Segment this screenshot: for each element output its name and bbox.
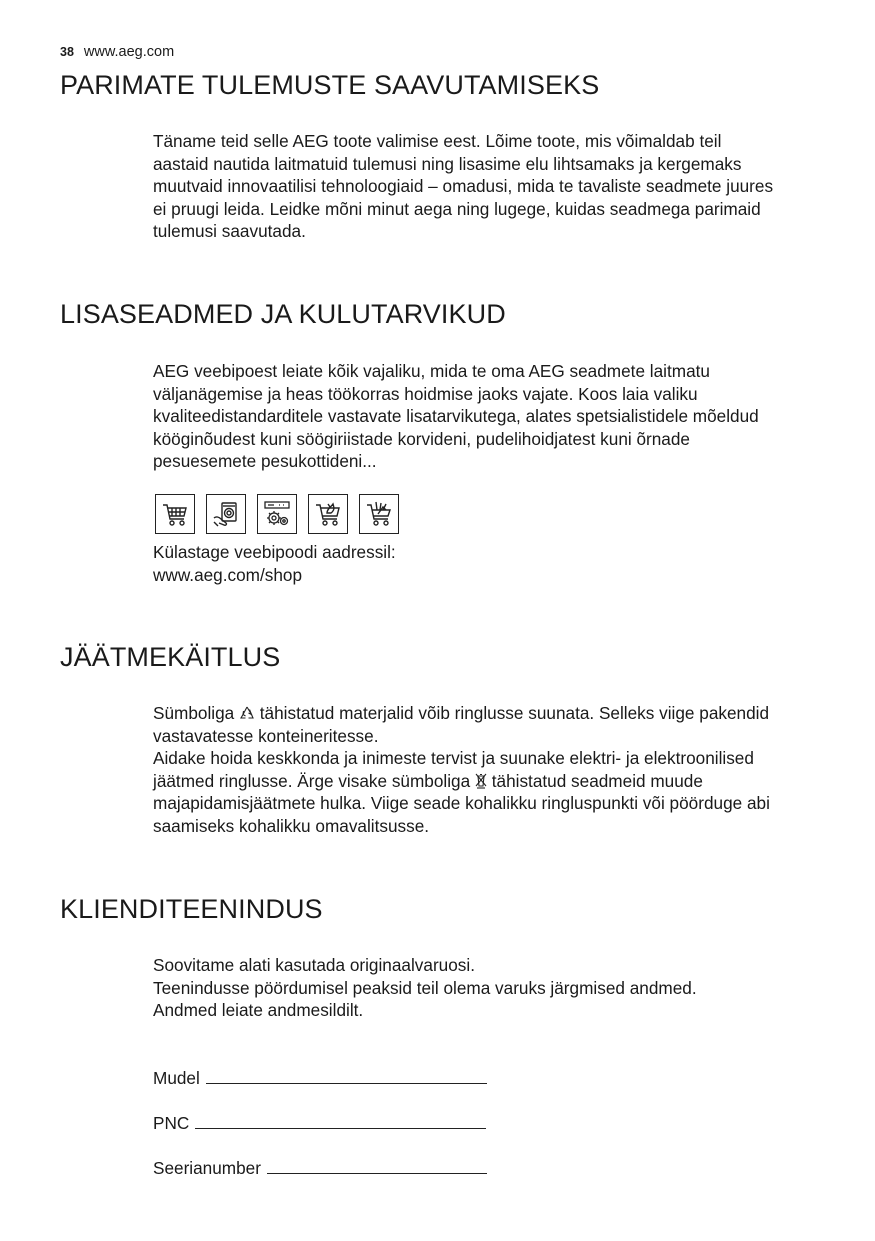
text-line: Teenindusse pöördumisel peaksid teil olema varuks järgmised andmed. — [153, 977, 697, 998]
model-blank-line — [206, 1067, 487, 1084]
serial-number-blank-line — [267, 1157, 487, 1174]
text-line: saamiseks kohalikku omavalitsusse. — [153, 815, 430, 836]
section-text-disposal — [153, 702, 843, 838]
section-title-best-results: PARIMATE TULEMUSTE SAAVUTAMISEKS — [60, 70, 600, 100]
page-header — [60, 44, 174, 60]
section-title-disposal: JÄÄTMEKÄITLUS — [60, 642, 281, 672]
model-label: Mudel — [153, 1068, 200, 1088]
text-line: Täname teid selle AEG toote valimise eest. Lõime toote, mis võimaldab teil — [153, 131, 722, 151]
serial-number-label: Seerianumber — [153, 1158, 261, 1178]
text-fragment: tähistatud seadmeid muude — [491, 770, 703, 791]
pnc-label: PNC — [153, 1113, 190, 1133]
text-line: AEG veebipoest leiate kõik vajaliku, mida te oma AEG seadmete laitmatu — [153, 361, 710, 381]
text-line: kööginõudest kuni söögiriistade korvideni, pudelihoidjatest kuni õrnade — [153, 428, 690, 449]
text-fragment: jäätmed ringlusse. Ärge visake sümboliga — [153, 770, 471, 791]
pnc-blank-line — [195, 1112, 486, 1129]
shop-visit-text: Külastage veebipoodi aadressil: — [153, 542, 396, 562]
appliance-settings-icon — [257, 494, 297, 534]
serial-number-field — [153, 1157, 487, 1179]
header-url: www.aeg.com — [83, 44, 175, 60]
cart-accessories-icon — [308, 494, 348, 534]
text-line: majapidamisjäätmete hulka. Viige seade kohalikku ringluspunkti või pöörduge abi — [153, 793, 770, 814]
section-text-best-results — [153, 130, 843, 243]
text-line: Soovitame alati kasutada originaalvaruosi. — [153, 955, 475, 975]
washing-machine-icon — [206, 494, 246, 534]
shop-info — [153, 541, 843, 586]
section-text-accessories — [153, 360, 843, 473]
page-number: 38 — [60, 45, 74, 59]
pnc-field — [153, 1112, 486, 1134]
text-line — [153, 770, 843, 793]
text-line: Andmed leiate andmesildilt. — [153, 1000, 364, 1021]
text-line: muutvaid innovaatilisi tehnoloogiaid – omadusi, mida te tavaliste seadmete juures — [153, 176, 774, 197]
model-field — [153, 1067, 487, 1089]
text-fragment: tähistatud materjalid võib ringlusse suunata. Selleks viige pakendid — [259, 703, 770, 723]
text-line: pesuesemete pesukottideni... — [153, 451, 377, 472]
text-fragment: Sümboliga — [153, 703, 235, 723]
section-title-customer-service: KLIENDITEENINDUS — [60, 894, 323, 924]
text-line: ei pruugi leida. Leidke mõni minut aega ning lugege, kuidas seadmega parimaid — [153, 198, 761, 219]
crossed-bin-icon — [475, 773, 487, 789]
text-line: Aidake hoida keskkonda ja inimeste tervist ja suunake elektri- ja elektroonilised — [153, 748, 754, 769]
recycle-icon — [239, 705, 255, 721]
shop-icons-row — [155, 494, 399, 534]
text-line — [153, 702, 843, 725]
section-text-customer-service — [153, 954, 843, 1022]
shopping-cart-icon — [155, 494, 195, 534]
section-title-accessories: LISASEADMED JA KULUTARVIKUD — [60, 299, 506, 329]
text-line: väljanägemise ja heas töökorras hoidmise jaoks vajate. Koos laia valiku — [153, 383, 698, 404]
cart-cookware-icon — [359, 494, 399, 534]
text-line: vastavatesse konteineritesse. — [153, 725, 379, 746]
text-line: aastaid nautida laitmatuid tulemusi ning lisasime elu lihtsamaks ja kergemaks — [153, 153, 742, 174]
shop-link[interactable]: www.aeg.com/shop — [153, 564, 303, 585]
text-line: tulemusi saavutada. — [153, 221, 306, 242]
text-line: kvaliteedistandarditele vastavate lisatarvikutega, alates spetsialistidele mõeldud — [153, 406, 759, 427]
